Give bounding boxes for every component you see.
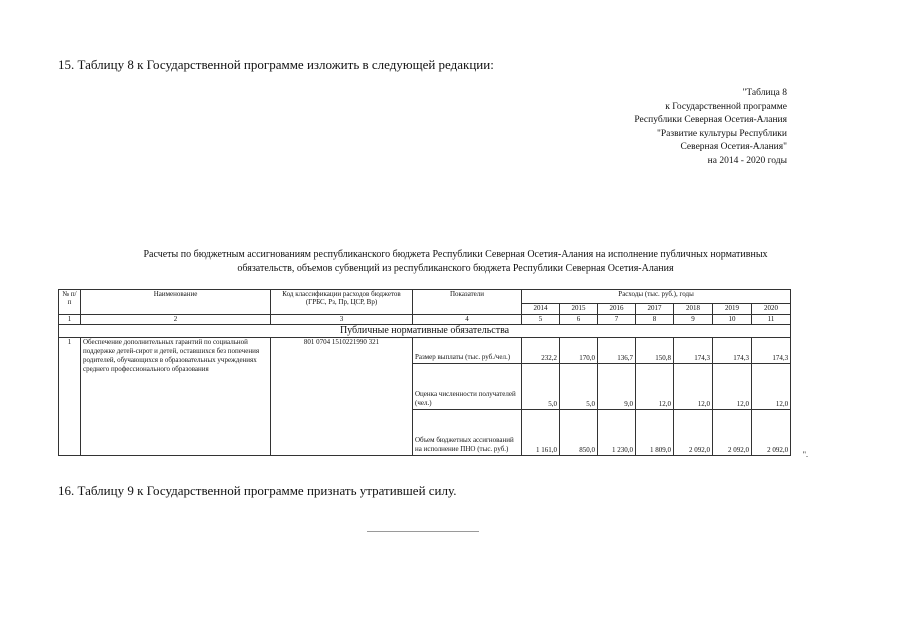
table-caption [634, 87, 787, 169]
section-row [59, 325, 791, 338]
value-cell: 12,0 [636, 364, 674, 410]
row-name: Обеспечение дополнительных гарантий по социальной поддержке детей-сирот и детей, оставшихся без попечения родителей, обучающихся в образовательных учреждениях среднего профессионального образования [81, 338, 271, 456]
table-row [59, 338, 791, 364]
year-cell: 2015 [560, 304, 598, 315]
caption-line: к Государственной программе [665, 101, 787, 112]
column-number: 11 [752, 315, 791, 325]
title-line: обязательств, объемов субвенций из республиканского бюджета Республики Северная Осетия-Алания [237, 263, 674, 274]
value-cell: 850,0 [560, 410, 598, 456]
caption-line: "Таблица 8 [742, 88, 787, 98]
paragraph-16: 16. Таблицу 9 к Государственной программе признать утратившей силу. [58, 483, 457, 498]
column-number: 8 [636, 315, 674, 325]
value-cell: 9,0 [598, 364, 636, 410]
header-num: № п/п [59, 290, 81, 315]
column-number: 7 [598, 315, 636, 325]
value-cell: 12,0 [713, 364, 752, 410]
column-number: 1 [59, 315, 81, 325]
column-number: 9 [674, 315, 713, 325]
row-num: 1 [59, 338, 81, 456]
value-cell: 1 230,0 [598, 410, 636, 456]
column-number: 10 [713, 315, 752, 325]
year-cell: 2017 [636, 304, 674, 315]
value-cell: 170,0 [560, 338, 598, 364]
column-number: 2 [81, 315, 271, 325]
column-number-row [59, 315, 791, 325]
value-cell: 5,0 [522, 364, 560, 410]
value-cell: 174,3 [674, 338, 713, 364]
value-cell: 12,0 [752, 364, 791, 410]
year-cell: 2014 [522, 304, 560, 315]
value-cell: 174,3 [752, 338, 791, 364]
year-cell: 2020 [752, 304, 791, 315]
paragraph-15: 15. Таблицу 8 к Государственной программе изложить в следующей редакции: [58, 57, 494, 72]
header-indicators: Показатели [413, 290, 522, 315]
closing-mark: ". [802, 450, 808, 459]
section-title: Публичные нормативные обязательства [59, 325, 791, 338]
indicator-label: Оценка численности получателей (чел.) [413, 364, 522, 410]
year-cell: 2019 [713, 304, 752, 315]
value-cell: 1 161,0 [522, 410, 560, 456]
caption-line: на 2014 - 2020 годы [707, 155, 787, 166]
indicator-label: Объем бюджетных ассигнований на исполнение ПНО (тыс. руб.) [413, 410, 522, 456]
value-cell: 2 092,0 [713, 410, 752, 456]
value-cell: 1 809,0 [636, 410, 674, 456]
value-cell: 136,7 [598, 338, 636, 364]
caption-line: Республики Северная Осетия-Алания [634, 115, 787, 126]
value-cell: 174,3 [713, 338, 752, 364]
caption-line: "Развитие культуры Республики [657, 128, 787, 139]
column-number: 6 [560, 315, 598, 325]
year-cell: 2016 [598, 304, 636, 315]
budget-table [58, 289, 791, 456]
value-cell: 150,8 [636, 338, 674, 364]
column-number: 5 [522, 315, 560, 325]
table-title [68, 248, 843, 276]
value-cell: 2 092,0 [752, 410, 791, 456]
value-cell: 2 092,0 [674, 410, 713, 456]
bottom-rule [367, 531, 479, 532]
row-code: 801 0704 1510221990 321 [271, 338, 413, 456]
column-number: 3 [271, 315, 413, 325]
indicator-label: Размер выплаты (тыс. руб./чел.) [413, 338, 522, 364]
year-cell: 2018 [674, 304, 713, 315]
value-cell: 5,0 [560, 364, 598, 410]
header-expenses: Расходы (тыс. руб.), годы [522, 290, 791, 304]
header-row [59, 290, 791, 304]
title-line: Расчеты по бюджетным ассигнованиям республиканского бюджета Республики Северная Осетия-Алания на исполнение публичных нормативных [143, 249, 768, 260]
value-cell: 12,0 [674, 364, 713, 410]
header-name: Наименование [81, 290, 271, 315]
caption-line: Северная Осетия-Алания" [680, 142, 787, 153]
header-code: Код классификации расходов бюджетов (ГРБС, Рз, Пр, ЦСР, Вр) [271, 290, 413, 315]
value-cell: 232,2 [522, 338, 560, 364]
column-number: 4 [413, 315, 522, 325]
